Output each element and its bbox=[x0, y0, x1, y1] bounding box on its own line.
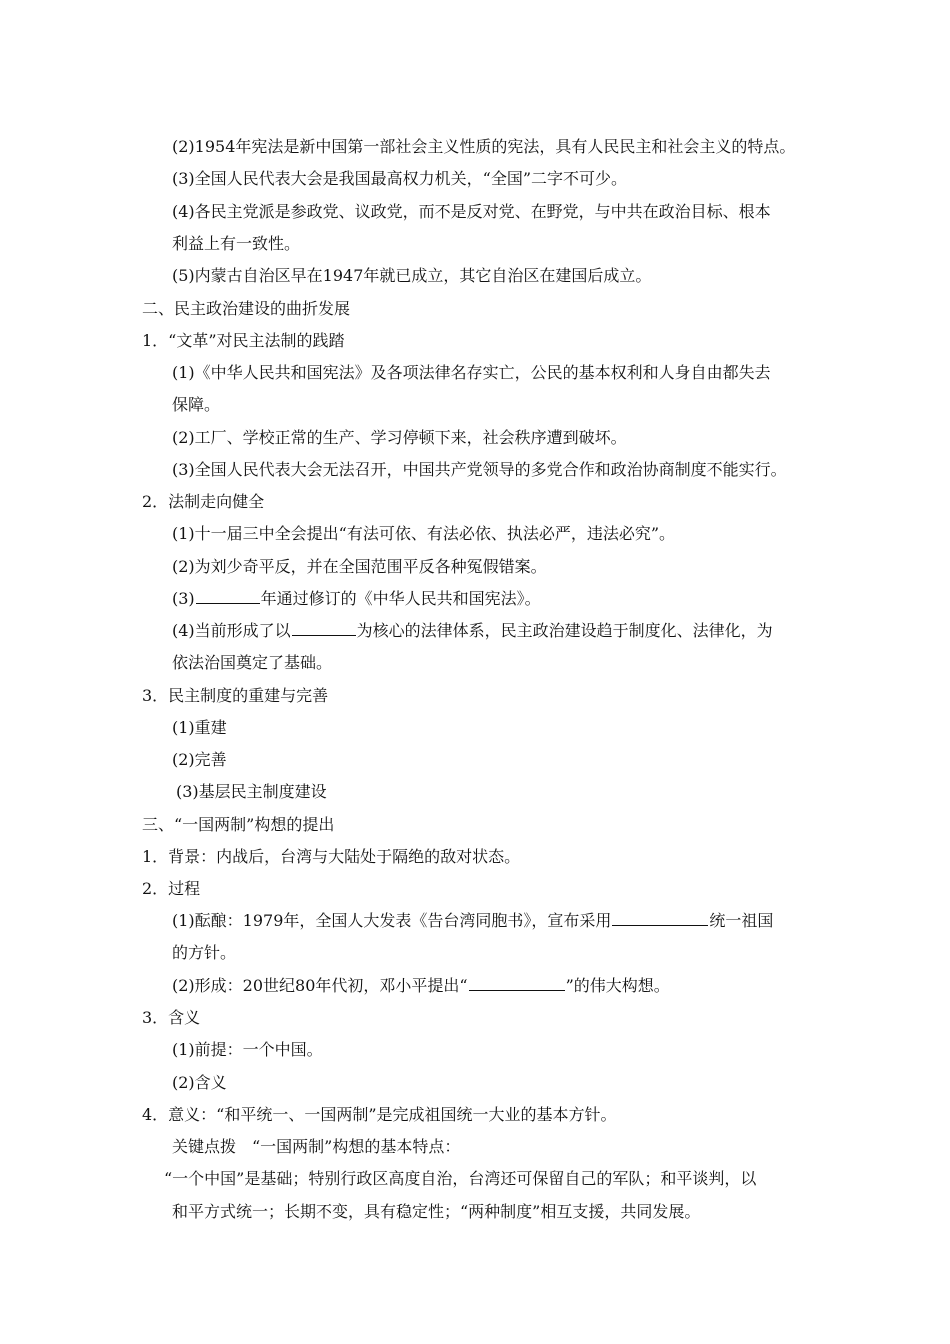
line-text: 年通过修订的《中华人民共和国宪法》。 bbox=[260, 589, 541, 608]
line-text: 统一祖国 bbox=[709, 911, 774, 930]
fill-blank-line bbox=[172, 588, 541, 610]
fill-blank-line bbox=[172, 620, 773, 642]
paragraph-line: (5)内蒙古自治区早在1947年就已成立，其它自治区在建国后成立。 bbox=[172, 266, 652, 285]
paragraph-line: 保障。 bbox=[172, 395, 221, 414]
key-point-heading: 关键点拨 “一国两制”构想的基本特点： bbox=[172, 1137, 461, 1156]
paragraph-line: 1．背景：内战后，台湾与大陆处于隔绝的敌对状态。 bbox=[142, 847, 521, 866]
paragraph-line: (2)工厂、学校正常的生产、学习停顿下来，社会秩序遭到破坏。 bbox=[172, 428, 627, 447]
paragraph-line: (3)全国人民代表大会无法召开，中国共产党领导的多党合作和政治协商制度不能实行。 bbox=[172, 460, 787, 479]
paragraph-line: 4．意义：“和平统一、一国两制”是完成祖国统一大业的基本方针。 bbox=[142, 1105, 617, 1124]
fill-blank-line bbox=[172, 910, 773, 932]
paragraph-line: (1)《中华人民共和国宪法》及各项法律名存实亡，公民的基本权利和人身自由都失去 bbox=[172, 363, 771, 382]
paragraph-line: 和平方式统一；长期不变，具有稳定性；“两种制度”相互支援，共同发展。 bbox=[172, 1202, 701, 1221]
answer-blank[interactable] bbox=[469, 976, 565, 991]
line-text: (4)当前形成了以 bbox=[172, 621, 291, 640]
section-heading: 二、民主政治建设的曲折发展 bbox=[142, 299, 351, 318]
paragraph-line: 的方针。 bbox=[172, 943, 237, 962]
paragraph-line: 依法治国奠定了基础。 bbox=[172, 653, 333, 672]
paragraph-line: (1)前提：一个中国。 bbox=[172, 1040, 323, 1059]
paragraph-line: (4)各民主党派是参政党、议政党，而不是反对党、在野党，与中共在政治目标、根本 bbox=[172, 202, 771, 221]
paragraph-line: (2)1954年宪法是新中国第一部社会主义性质的宪法，具有人民民主和社会主义的特点。 bbox=[172, 137, 796, 156]
answer-blank[interactable] bbox=[196, 589, 260, 604]
paragraph-line: (1)十一届三中全会提出“有法可依、有法必依、执法必严，违法必究”。 bbox=[172, 524, 676, 543]
paragraph-line: “一个中国”是基础；特别行政区高度自治，台湾还可保留自己的军队；和平谈判，以 bbox=[164, 1169, 757, 1188]
subsection-heading: 3．含义 bbox=[142, 1008, 201, 1027]
subsection-heading: 2．法制走向健全 bbox=[142, 492, 265, 511]
section-heading: 三、“一国两制”构想的提出 bbox=[142, 815, 335, 834]
subsection-heading: 1．“文革”对民主法制的践踏 bbox=[142, 331, 345, 350]
paragraph-line: (2)完善 bbox=[172, 750, 227, 769]
paragraph-line: (1)重建 bbox=[172, 718, 227, 737]
paragraph-line: (3)基层民主制度建设 bbox=[176, 782, 327, 801]
line-text: ”的伟大构想。 bbox=[565, 976, 670, 995]
subsection-heading: 3．民主制度的重建与完善 bbox=[142, 686, 329, 705]
paragraph-line: (2)含义 bbox=[172, 1073, 227, 1092]
answer-blank[interactable] bbox=[612, 911, 708, 926]
fill-blank-line bbox=[172, 975, 670, 997]
paragraph-line: (2)为刘少奇平反，并在全国范围平反各种冤假错案。 bbox=[172, 557, 547, 576]
subsection-heading: 2．过程 bbox=[142, 879, 201, 898]
line-text: (2)形成：20世纪80年代初，邓小平提出“ bbox=[172, 976, 468, 995]
line-text: (1)酝酿：1979年，全国人大发表《告台湾同胞书》，宣布采用 bbox=[172, 911, 612, 930]
line-text: 为核心的法律体系，民主政治建设趋于制度化、法律化，为 bbox=[356, 621, 773, 640]
paragraph-line: 利益上有一致性。 bbox=[172, 234, 301, 253]
paragraph-line: (3)全国人民代表大会是我国最高权力机关，“全国”二字不可少。 bbox=[172, 169, 628, 188]
line-text: (3) bbox=[172, 589, 195, 608]
answer-blank[interactable] bbox=[292, 621, 356, 636]
